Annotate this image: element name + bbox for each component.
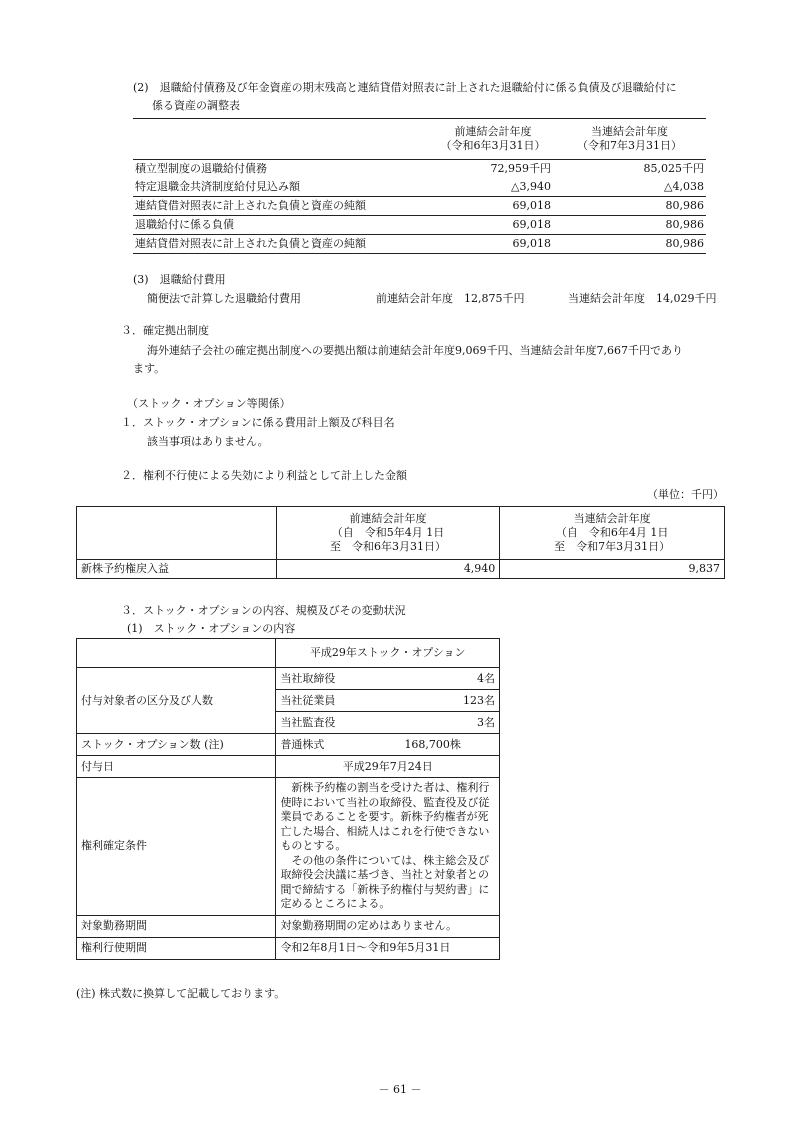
grantee-count: 4名: [477, 671, 495, 685]
unit-label: （単位：千円）: [647, 488, 724, 501]
table-row: [133, 197, 706, 216]
row-label: 連結貸借対照表に計上された負債と資産の純額: [133, 235, 433, 254]
grantee-role: 当社監査役: [280, 715, 336, 729]
table-header-row: [77, 639, 500, 668]
row-prev-value: 4,940: [276, 560, 500, 579]
exercise-period-value: 令和2年8月1日～令和9年5月31日: [276, 937, 500, 959]
row-curr-value: 80,986: [553, 197, 706, 216]
grant-date-value: 平成29年7月24日: [276, 756, 500, 778]
header-curr-label: 当連結会計年度: [591, 124, 668, 138]
row-label: 退職給付に係る負債: [133, 216, 433, 235]
vesting-condition-text: [276, 778, 500, 916]
so-item1-body: 該当事項はありません。: [147, 435, 269, 448]
row-label: 連結貸借対照表に計上された負債と資産の純額: [133, 197, 433, 216]
row-label: 特定退職金共済制度給付見込み額: [135, 180, 300, 194]
section-3-heading: (3) 退職給付費用: [133, 273, 226, 286]
row-label: 積立型制度の退職給付債務: [135, 162, 267, 176]
grantee-row: [276, 668, 500, 690]
table-row: [133, 235, 706, 254]
header-curr-date: （令和7年3月31日）: [577, 139, 682, 152]
header-curr-to: 至 令和7年3月31日）: [554, 540, 671, 554]
dc-line1: 海外連結子会社の確定拠出制度への要拠出額は前連結会計年度9,069千円、当連結会計年度7,667千円であり: [147, 344, 683, 357]
grant-target-label: 付与対象者の区分及び人数: [77, 668, 276, 734]
footnote: (注) 株式数に換算して記載しております。: [76, 987, 286, 1000]
header-prev-label: 前連結会計年度: [349, 511, 427, 525]
so-item1-heading: １．ストック・オプションに係る費用計上額及び科目名: [121, 416, 395, 429]
header-prev-year: [276, 507, 500, 560]
header-curr-from: （自 令和6年4月 1日: [555, 525, 669, 539]
option-count-value: [276, 734, 500, 756]
table-row: [77, 778, 500, 916]
header-curr-year: [553, 119, 706, 160]
so-item3-heading: ３．ストック・オプションの内容、規模及びその変動状況: [121, 604, 406, 617]
page-number: － 61 －: [378, 1083, 422, 1096]
table-row: [77, 734, 500, 756]
table-row: [77, 915, 500, 937]
header-prev-label: 前連結会計年度: [454, 124, 532, 138]
grantee-role: 当社従業員: [280, 693, 336, 707]
grantee-count: 3名: [477, 715, 495, 729]
row-curr-value: 85,025千円: [643, 162, 704, 176]
table-row: [133, 178, 706, 197]
stock-option-plan-header: 平成29年ストック・オプション: [276, 639, 500, 668]
service-period-value: 対象勤務期間の定めはありません。: [276, 915, 500, 937]
table-row: [77, 560, 725, 579]
header-prev-from: （自 令和5年4月 1日: [331, 525, 445, 539]
share-type: 普通株式: [280, 737, 325, 751]
forfeiture-gain-table: [76, 506, 725, 579]
row-label: 新株予約権戻入益: [77, 560, 277, 579]
header-prev-year: [433, 119, 553, 160]
row-prev-value: 69,018: [433, 197, 553, 216]
section-3-prev-value: 前連結会計年度 12,875千円: [376, 292, 525, 305]
section-3-label: 簡便法で計算した退職給付費用: [147, 292, 301, 305]
grantee-row: [276, 712, 500, 734]
section-2-heading-line1: (2) 退職給付債務及び年金資産の期末残高と連結貸借対照表に計上された退職給付に係る負債及び退職給付に: [133, 81, 677, 94]
exercise-period-label: 権利行使期間: [77, 937, 276, 959]
table-row: [77, 756, 500, 778]
row-prev-value: 69,018: [433, 235, 553, 254]
header-prev-to: 至 令和6年3月31日）: [329, 540, 446, 554]
grantee-role: 当社取締役: [280, 671, 336, 685]
row-prev-value: 69,018: [433, 216, 553, 235]
table-row: [133, 216, 706, 235]
option-count-label: ストック・オプション数 (注): [77, 734, 276, 756]
dc-heading: ３．確定拠出制度: [121, 324, 209, 337]
service-period-label: 対象勤務期間: [77, 915, 276, 937]
row-curr-value: △4,038: [664, 180, 704, 194]
grantee-row: [276, 690, 500, 712]
row-prev-value: 72,959千円: [490, 162, 551, 176]
stock-option-title: （ストック・オプション等関係）: [127, 397, 291, 410]
section-2-heading-line2: 係る資産の調整表: [152, 99, 240, 112]
row-prev-value: △3,940: [511, 180, 551, 194]
table-row: [77, 668, 500, 690]
vesting-condition-label: 権利確定条件: [77, 778, 276, 916]
header-curr-year: [500, 507, 725, 560]
row-curr-value: 80,986: [553, 235, 706, 254]
table-header-row: [77, 507, 725, 560]
grant-date-label: 付与日: [77, 756, 276, 778]
table-row: [77, 937, 500, 959]
dc-line2: ます。: [133, 362, 166, 375]
table-header-row: [133, 119, 706, 160]
header-prev-date: （令和6年3月31日）: [440, 139, 546, 152]
section-3-curr-value: 当連結会計年度 14,029千円: [568, 292, 717, 305]
row-curr-value: 9,837: [500, 560, 725, 579]
grantee-count: 123名: [463, 693, 495, 707]
row-curr-value: 80,986: [553, 216, 706, 235]
condition-paragraph-1: 新株予約権の割当を受けた者は、権利行使時において当社の取締役、監査役及び従業員であることを要す。新株予約権者が死亡した場合、相続人はこれを行使できないものとする。: [280, 781, 490, 853]
retirement-reconciliation-table: [133, 118, 706, 254]
share-count: 168,700株: [404, 737, 461, 751]
so-item3-sub: (1) ストック・オプションの内容: [127, 622, 296, 635]
table-row: [133, 160, 706, 179]
header-curr-label: 当連結会計年度: [573, 511, 651, 525]
so-item2-heading: ２．権利不行使による失効により利益として計上した金額: [121, 469, 407, 482]
condition-paragraph-2: その他の条件については、株主総会及び取締役会決議に基づき、当社と対象者との間で締結する「新株予約権付与契約書」に定めるところによる。: [280, 853, 490, 911]
stock-option-detail-table: [76, 638, 500, 960]
